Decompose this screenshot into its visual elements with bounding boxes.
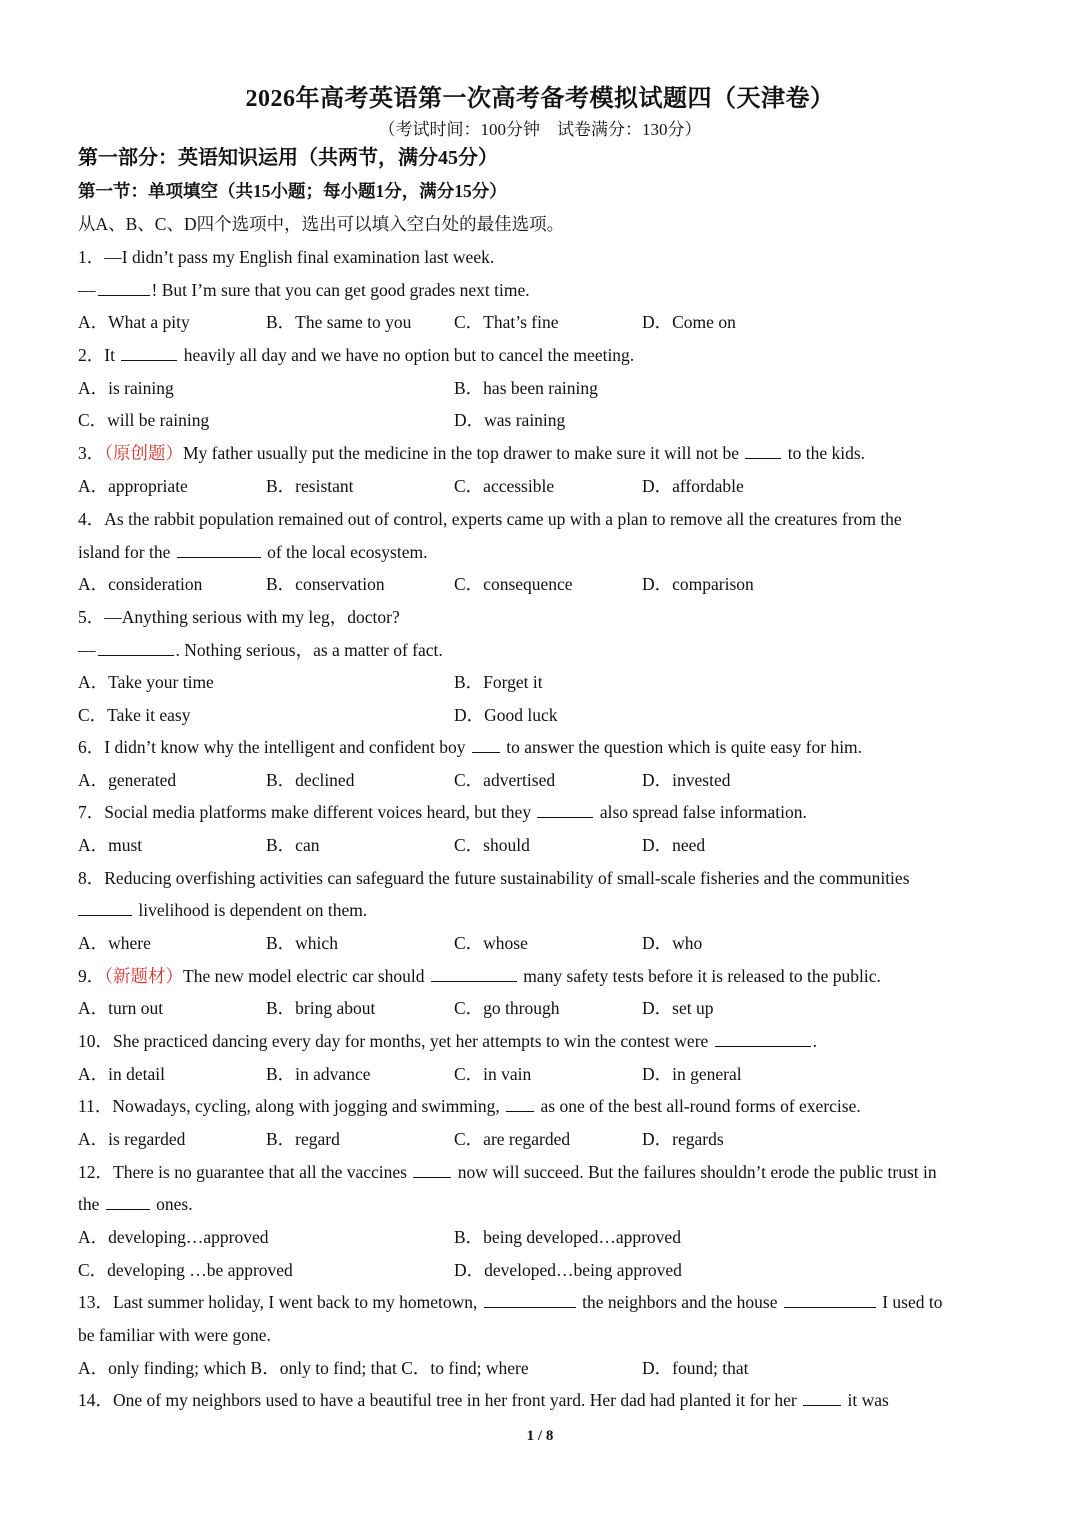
- answer-blank: [78, 897, 132, 916]
- option-a: A．appropriate: [78, 476, 188, 496]
- answer-blank: [98, 277, 150, 296]
- option-a: A．in detail: [78, 1064, 165, 1084]
- option-b: B．Forget it: [454, 672, 543, 692]
- question-5-reply: — . Nothing serious，as a matter of fact.: [78, 634, 1010, 666]
- question-1: 1．—I didn’t pass my English final examination last week.: [78, 247, 495, 267]
- option-d: D．invested: [642, 770, 731, 790]
- question-3-options: [78, 470, 1010, 502]
- option-d: D．who: [642, 933, 703, 953]
- question-5-options-row1: [78, 666, 1010, 698]
- answer-blank: [177, 539, 261, 558]
- option-d: D．found; that: [642, 1358, 749, 1378]
- option-d: D．developed…being approved: [454, 1260, 682, 1280]
- question-7: 7．Social media platforms make different voices heard, but they also spread false information.: [78, 796, 1010, 828]
- part-heading: 第一部分：英语知识运用（共两节，满分45分）: [78, 147, 498, 169]
- question-9: 9．（新题材）The new model electric car should many safety tests before it is released to the public.: [78, 960, 1010, 992]
- question-10: 10．She practiced dancing every day for months, yet her attempts to win the contest were .: [78, 1025, 1010, 1057]
- question-9-options: [78, 992, 1010, 1024]
- option-a: A．is raining: [78, 378, 174, 398]
- exam-info: （考试时间：100分钟 试卷满分：130分）: [378, 120, 702, 139]
- option-b: B．resistant: [266, 476, 354, 496]
- question-13: 13．Last summer holiday, I went back to my hometown, the neighbors and the house I used to: [78, 1286, 1010, 1318]
- option-a: A．developing…approved: [78, 1227, 269, 1247]
- question-4-cont: island for the of the local ecosystem.: [78, 536, 1010, 568]
- answer-blank: [98, 637, 174, 656]
- question-12-options-row1: [78, 1221, 1010, 1253]
- option-a: A．Take your time: [78, 672, 214, 692]
- question-14: 14．One of my neighbors used to have a beautiful tree in her front yard. Her dad had planted it for her it was: [78, 1384, 1010, 1416]
- option-d: D．was raining: [454, 410, 566, 430]
- option-a: A．What a pity: [78, 312, 190, 332]
- option-c: C．consequence: [454, 574, 573, 594]
- question-12-cont: the ones.: [78, 1188, 1010, 1220]
- option-a: A．consideration: [78, 574, 203, 594]
- answer-blank: [484, 1289, 576, 1308]
- option-a: A．where: [78, 933, 151, 953]
- answer-blank: [472, 734, 500, 753]
- option-d: D．set up: [642, 998, 714, 1018]
- answer-blank: [784, 1289, 876, 1308]
- question-8-cont: livelihood is dependent on them.: [78, 894, 1010, 926]
- option-b: B．declined: [266, 770, 355, 790]
- option-c: C．That’s fine: [454, 312, 559, 332]
- question-11: 11．Nowadays, cycling, along with jogging and swimming, as one of the best all-round forms of exercise.: [78, 1090, 1010, 1122]
- question-5-options-row2: [78, 699, 1010, 731]
- question-8: 8．Reducing overfishing activities can safeguard the future sustainability of small-scale fisheries and the communities: [78, 868, 910, 888]
- question-6: 6．I didn’t know why the intelligent and confident boy to answer the question which is quite easy for him.: [78, 731, 1010, 763]
- question-3: 3．（原创题）My father usually put the medicine in the top drawer to make sure it will not be to the kids.: [78, 437, 1010, 469]
- question-8-options: [78, 927, 1010, 959]
- option-b: B．bring about: [266, 998, 376, 1018]
- question-6-options: [78, 764, 1010, 796]
- question-2-options-row2: [78, 404, 1010, 436]
- option-b: B．being developed…approved: [454, 1227, 681, 1247]
- answer-blank: [106, 1191, 150, 1210]
- option-c: C．Take it easy: [78, 705, 191, 725]
- question-1-reply: — ! But I’m sure that you can get good grades next time.: [78, 274, 1010, 306]
- question-12-options-row2: [78, 1254, 1010, 1286]
- option-c: C．should: [454, 835, 530, 855]
- answer-blank: [506, 1093, 534, 1112]
- question-13-cont: be familiar with were gone.: [78, 1325, 271, 1345]
- option-d: D．need: [642, 835, 706, 855]
- question-4-options: [78, 568, 1010, 600]
- option-a: A．is regarded: [78, 1129, 186, 1149]
- question-1-options: [78, 306, 1010, 338]
- question-4: 4．As the rabbit population remained out of control, experts came up with a plan to remove all the creatures from the: [78, 509, 902, 529]
- option-c: C．are regarded: [454, 1129, 571, 1149]
- option-c: C．in vain: [454, 1064, 532, 1084]
- answer-blank: [413, 1159, 451, 1178]
- option-abc: A．only finding; which B．only to find; that C．to find; where: [78, 1358, 529, 1378]
- option-c: C．will be raining: [78, 410, 210, 430]
- question-tag: （新题材）: [104, 966, 183, 986]
- answer-blank: [537, 799, 593, 818]
- question-5: 5．—Anything serious with my leg，doctor?: [78, 607, 400, 627]
- option-a: A．turn out: [78, 998, 164, 1018]
- option-d: D．affordable: [642, 476, 744, 496]
- section-heading: 第一节：单项填空（共15小题；每小题1分，满分15分）: [78, 181, 507, 201]
- question-2: 2．It heavily all day and we have no option but to cancel the meeting.: [78, 339, 1010, 371]
- option-b: B．has been raining: [454, 378, 598, 398]
- option-c: C．accessible: [454, 476, 555, 496]
- option-d: D．Good luck: [454, 705, 558, 725]
- option-b: B．which: [266, 933, 338, 953]
- option-c: C．go through: [454, 998, 560, 1018]
- option-c: C．developing …be approved: [78, 1260, 293, 1280]
- answer-blank: [121, 342, 177, 361]
- question-2-options-row1: [78, 372, 1010, 404]
- question-7-options: [78, 829, 1010, 861]
- option-b: B．can: [266, 835, 320, 855]
- question-10-options: [78, 1058, 1010, 1090]
- option-d: D．regards: [642, 1129, 724, 1149]
- question-tag: （原创题）: [104, 443, 183, 463]
- question-13-options: [78, 1352, 1010, 1384]
- question-11-options: [78, 1123, 1010, 1155]
- question-12: 12．There is no guarantee that all the vaccines now will succeed. But the failures shouldn’t erode the public trust in: [78, 1156, 1010, 1188]
- answer-blank: [745, 440, 781, 459]
- option-d: D．Come on: [642, 312, 736, 332]
- instruction: 从A、B、C、D四个选项中，选出可以填入空白处的最佳选项。: [78, 214, 565, 234]
- option-b: B．regard: [266, 1129, 340, 1149]
- answer-blank: [431, 963, 517, 982]
- answer-blank: [803, 1387, 841, 1406]
- page-number: 1 / 8: [526, 1428, 554, 1444]
- option-a: A．must: [78, 835, 143, 855]
- option-b: B．conservation: [266, 574, 385, 594]
- page-title: 2026年高考英语第一次高考备考模拟试题四（天津卷）: [245, 86, 835, 112]
- answer-blank: [715, 1028, 811, 1047]
- option-d: D．in general: [642, 1064, 742, 1084]
- option-d: D．comparison: [642, 574, 754, 594]
- option-b: B．in advance: [266, 1064, 371, 1084]
- option-c: C．advertised: [454, 770, 556, 790]
- option-c: C．whose: [454, 933, 528, 953]
- option-a: A．generated: [78, 770, 177, 790]
- option-b: B．The same to you: [266, 312, 412, 332]
